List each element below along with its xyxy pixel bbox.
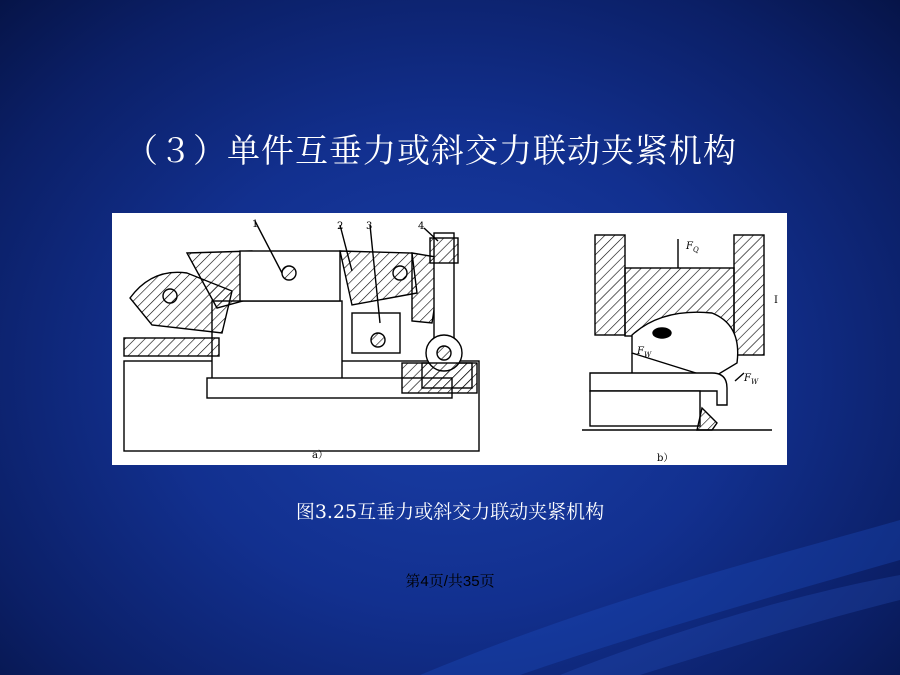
figure-caption: 图3.25互垂力或斜交力联动夹紧机构 — [295, 501, 605, 523]
slide-title: （３）单件互垂力或斜交力联动夹紧机构 — [125, 131, 737, 170]
callout-2: 2 — [337, 221, 344, 232]
force-fq: $F_Q$ — [686, 241, 699, 254]
page-indicator: 第4页/共35页 — [405, 573, 495, 590]
subfigure-b-label: b） — [657, 453, 674, 464]
subfigure-b-drawing — [582, 235, 772, 430]
callout-4: 4 — [418, 221, 425, 232]
mechanism-figure — [112, 213, 787, 465]
force-fw-right: $F_W$ — [744, 373, 759, 386]
subfigure-a-label: a） — [312, 450, 328, 461]
mechanism-drawing — [112, 213, 787, 465]
force-fw-left: $F_W$ — [637, 346, 652, 359]
callout-3: 3 — [366, 221, 373, 232]
callout-I: I — [774, 295, 778, 306]
callout-1: 1 — [252, 219, 259, 230]
subfigure-a-drawing — [124, 221, 479, 451]
